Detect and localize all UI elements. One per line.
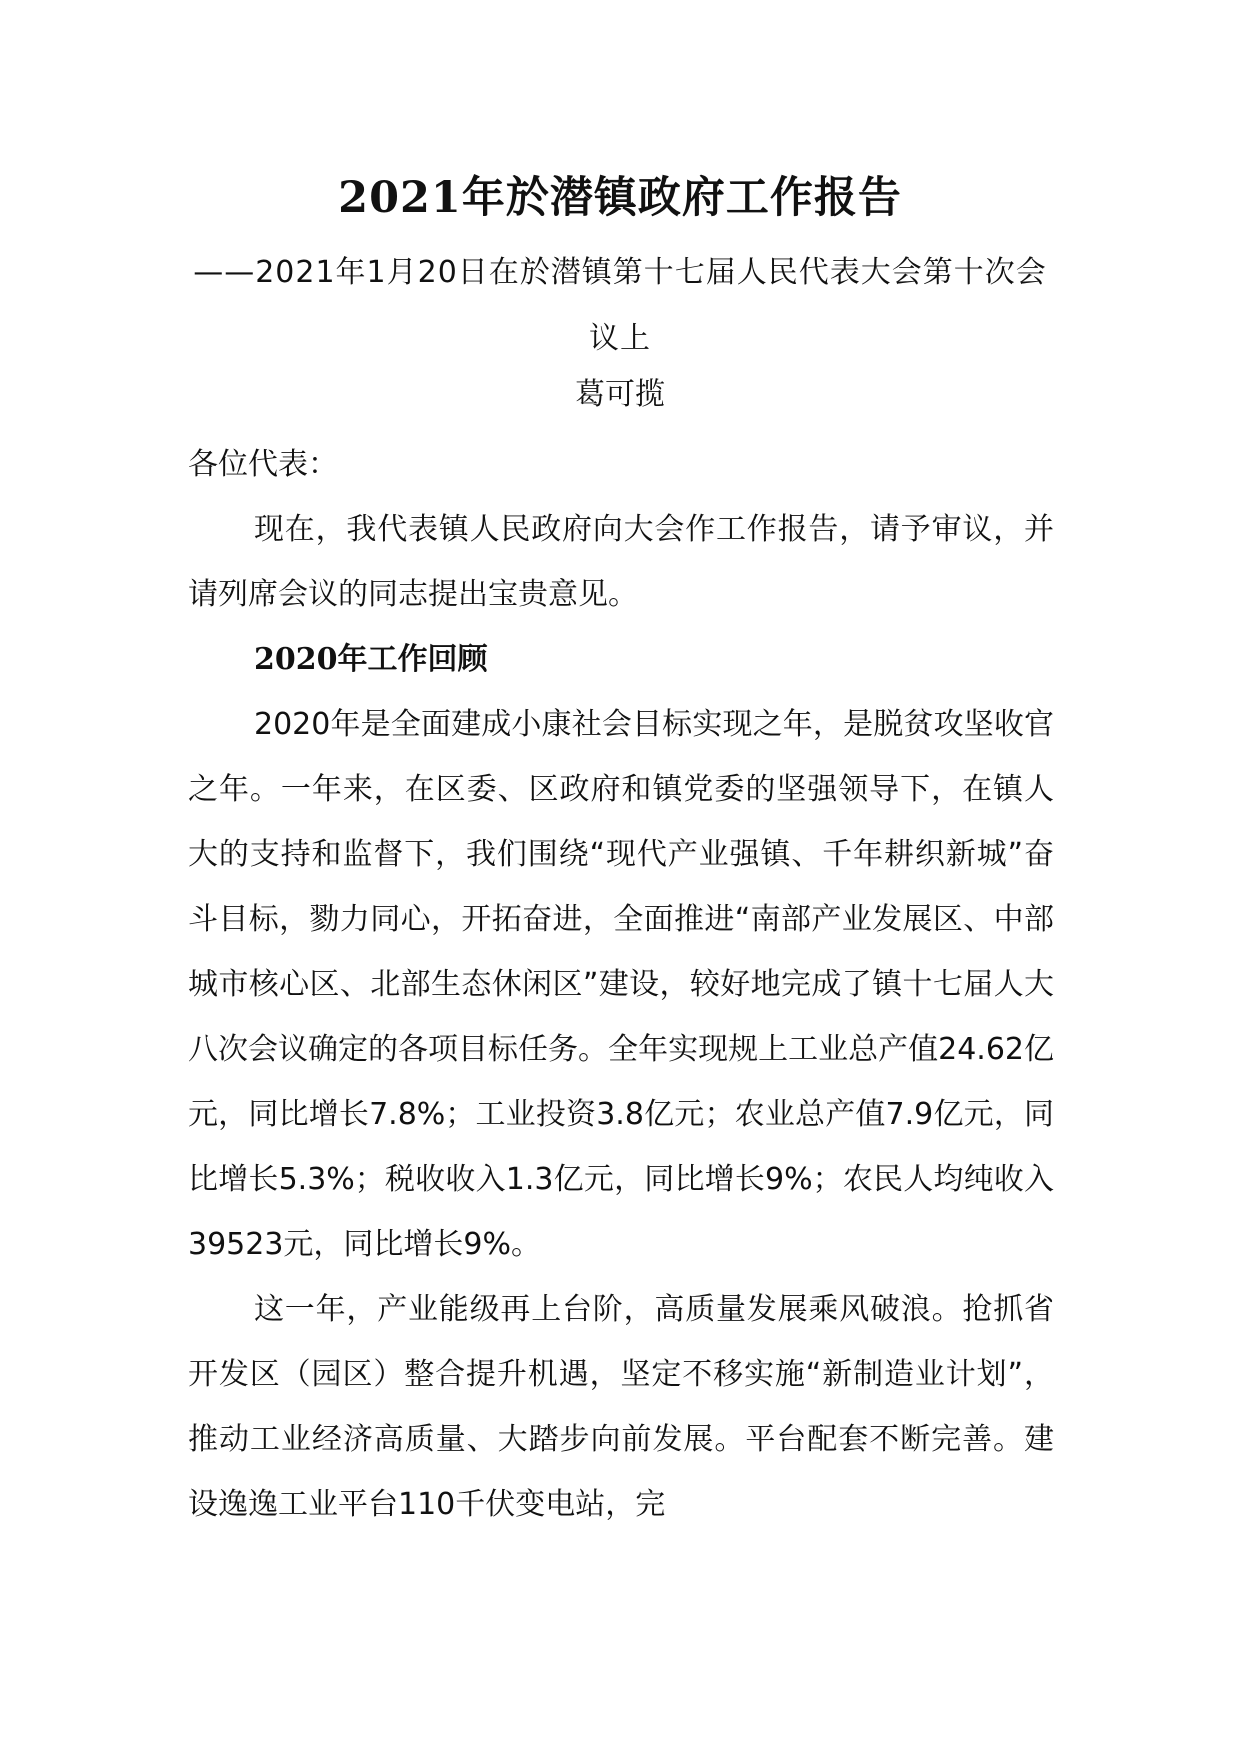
section-heading: 2020年工作回顾 — [254, 642, 488, 677]
document-title: 2021年於潜镇政府工作报告 — [338, 173, 902, 223]
paragraph-industry: 这一年，产业能级再上台阶，高质量发展乘风破浪。抢抓省开发区（园区）整合提升机遇，坚定不移实施“新制造业计划”，推动工业经济高质量、大踏步向前发展。平台配套不断完善。建设逸逸工业平台110千伏变电站，完 — [188, 1292, 1054, 1522]
document-body — [188, 432, 1054, 1537]
document-subtitle: ——2021年1月20日在於潜镇第十七届人民代表大会第十次会议上 — [193, 255, 1047, 356]
document-author: 葛可揽 — [575, 377, 665, 412]
salutation: 各位代表： — [188, 447, 338, 482]
paragraph-opening: 现在，我代表镇人民政府向大会作工作报告，请予审议，并请列席会议的同志提出宝贵意见。 — [188, 512, 1054, 612]
paragraph-review: 2020年是全面建成小康社会目标实现之年，是脱贫攻坚收官之年。一年来，在区委、区政府和镇党委的坚强领导下，在镇人大的支持和监督下，我们围绕“现代产业强镇、千年耕织新城”奋斗目标，勠力同心，开拓奋进，全面推进“南部产业发展区、中部城市核心区、北部生态休闲区”建设，较好地完成了镇十七届人大八次会议确定的各项目标任务。全年实现规上工业总产值24.62亿元，同比增长7.8%；工业投资3.8亿元；农业总产值7.9亿元，同比增长5.3%；税收收入1.3亿元，同比增长9%；农民人均纯收入39523元，同比增长9%。 — [188, 707, 1054, 1262]
